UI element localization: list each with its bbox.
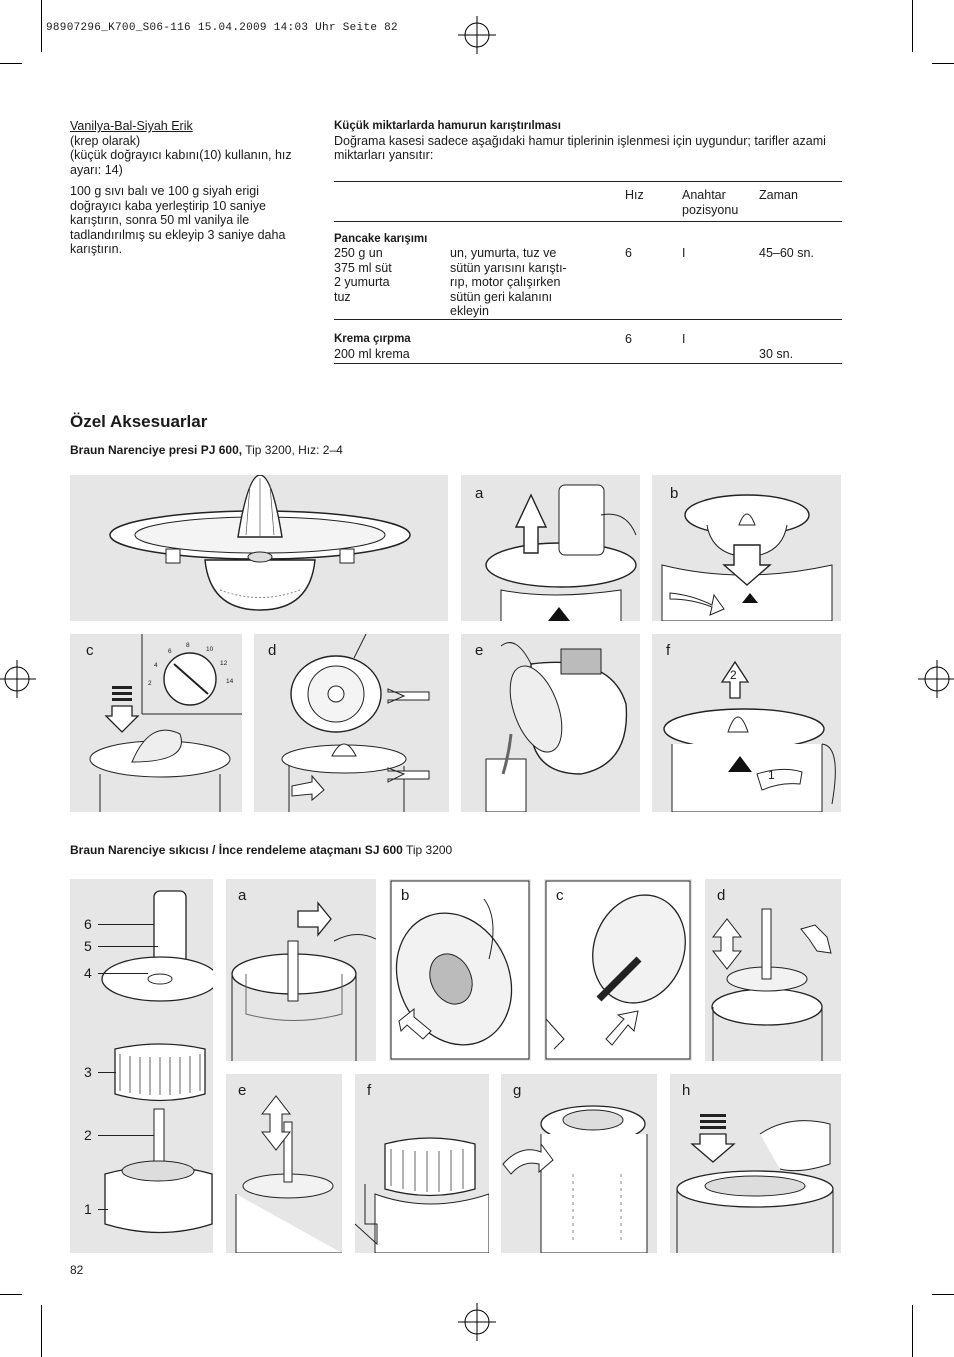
recipe-note: (küçük doğrayıcı kabını(10) kullanın, hız ayarı: 14): [70, 148, 292, 177]
recipe-block: [70, 119, 310, 257]
row-method: un, yumurta, tuz ve sütün yarısını karıştı-rıp, motor çalışırken sütün geri kalanını ekleyin: [450, 246, 567, 318]
sj600-step-f-illustration: [355, 1074, 489, 1253]
dial-number: 12: [220, 660, 228, 667]
pj600-step-b-illustration: [652, 475, 841, 621]
registration-mark-icon: [918, 660, 954, 698]
col-header-time: Zaman: [759, 188, 798, 202]
crop-mark: [912, 1305, 913, 1357]
part-number: 4: [84, 965, 92, 981]
step-number: 2: [730, 668, 737, 682]
panel-label: a: [475, 485, 484, 502]
sj600-exploded-view-illustration: [70, 879, 213, 1253]
crop-mark: [41, 0, 42, 52]
registration-mark-icon: [0, 660, 36, 698]
recipe-title: Vanilya-Bal-Siyah Erik: [70, 119, 193, 133]
crop-mark: [41, 1305, 42, 1357]
dial-number: 8: [186, 642, 190, 649]
sj600-step-c-illustration: [544, 879, 692, 1061]
part-number: 1: [84, 1201, 92, 1217]
panel-label: a: [238, 887, 247, 904]
pj600-step-a-illustration: [461, 475, 640, 621]
crop-mark: [0, 63, 22, 64]
leader-line: [98, 924, 154, 925]
pj600-step-e-illustration: [461, 634, 640, 812]
mixing-table: [334, 181, 842, 364]
panel-label: e: [238, 1082, 247, 1099]
section-title: Özel Aksesuarlar: [70, 412, 208, 431]
leader-line: [98, 1072, 116, 1073]
row-switch: I: [682, 246, 686, 260]
pj600-step-d-illustration: [254, 634, 449, 812]
recipe-body: 100 g sıvı balı ve 100 g siyah erigi doğrayıcı kaba yerleştirip 10 saniye karıştırın, sonra 50 ml vanilya ile tadlandırılmış su ekleyip 3 saniye daha karıştırın.: [70, 184, 286, 256]
registration-mark-icon: [458, 1303, 496, 1341]
pj600-details: Tip 3200, Hız: 2–4: [242, 443, 343, 457]
pj600-caption: [70, 443, 343, 457]
panel-label: b: [401, 887, 410, 904]
col-header-speed: Hız: [625, 188, 644, 202]
part-number: 6: [84, 916, 92, 932]
print-header: 98907296_K700_S06-116 15.04.2009 14:03 Uhr Seite 82: [46, 22, 398, 34]
row-ingredients: 200 ml krema: [334, 347, 410, 361]
part-number: 3: [84, 1064, 92, 1080]
pj600-step-f-illustration: [652, 634, 841, 812]
crop-mark: [0, 1294, 22, 1295]
crop-mark: [932, 63, 954, 64]
sj600-step-e-illustration: [226, 1074, 342, 1253]
panel-label: c: [86, 642, 94, 659]
sj600-step-d-illustration: [705, 879, 841, 1061]
page-number: 82: [70, 1263, 84, 1277]
panel-label: g: [513, 1082, 522, 1099]
part-number: 5: [84, 938, 92, 954]
mixing-intro: Doğrama kasesi sadece aşağıdaki hamur tiplerinin işlenmesi için uygundur; tarifler azami miktarları yansıtır:: [334, 133, 826, 162]
dial-number: 14: [226, 678, 234, 685]
crop-mark: [932, 1294, 954, 1295]
panel-label: f: [666, 642, 671, 659]
panel-label: b: [670, 485, 679, 502]
panel-label: c: [556, 887, 564, 904]
pj600-step-c-illustration: [70, 634, 242, 812]
sj600-details: Tip 3200: [402, 843, 453, 857]
col-header-switch: Anahtar pozisyonu: [682, 188, 739, 217]
row-name: Krema çırpma: [334, 333, 411, 345]
row-switch: I: [682, 332, 686, 346]
pj600-overview-illustration: [70, 475, 448, 621]
table-row: [334, 320, 842, 363]
panel-label: h: [682, 1082, 691, 1099]
panel-label: d: [717, 887, 726, 904]
panel-label: f: [367, 1082, 372, 1099]
row-time: 30 sn.: [759, 347, 794, 361]
table-row: [334, 222, 842, 319]
dial-number: 4: [154, 662, 158, 669]
panel-label: e: [475, 642, 484, 659]
step-number: 1: [768, 768, 775, 782]
leader-line: [98, 1135, 154, 1136]
sj600-step-h-illustration: [670, 1074, 841, 1253]
mixing-section: [334, 119, 842, 163]
speed-dial: [148, 640, 240, 710]
pj600-name: Braun Narenciye presi PJ 600,: [70, 443, 243, 457]
crop-mark: [912, 0, 913, 52]
leader-line: [98, 946, 158, 947]
row-name: Pancake karışımı: [334, 233, 428, 245]
row-speed: 6: [625, 246, 632, 260]
dial-number: 2: [148, 680, 152, 687]
dial-number: 10: [206, 646, 214, 653]
sj600-caption: [70, 843, 452, 857]
row-ingredients: 250 g un 375 ml süt 2 yumurta tuz: [334, 246, 392, 304]
sj600-name: Braun Narenciye sıkıcısı / İnce rendeleme ataçmanı SJ 600: [70, 843, 403, 857]
registration-mark-icon: [458, 16, 496, 54]
sj600-step-b-illustration: [389, 879, 531, 1061]
part-number: 2: [84, 1127, 92, 1143]
leader-line: [98, 973, 148, 974]
panel-label: d: [268, 642, 277, 659]
row-speed: 6: [625, 332, 632, 346]
sj600-step-a-illustration: [226, 879, 376, 1061]
row-time: 45–60 sn.: [759, 246, 814, 260]
mixing-title: Küçük miktarlarda hamurun karıştırılması: [334, 120, 561, 132]
leader-line: [98, 1209, 108, 1210]
sj600-step-g-illustration: [501, 1074, 657, 1253]
dial-number: 6: [168, 648, 172, 655]
recipe-note: (krep olarak): [70, 133, 141, 148]
